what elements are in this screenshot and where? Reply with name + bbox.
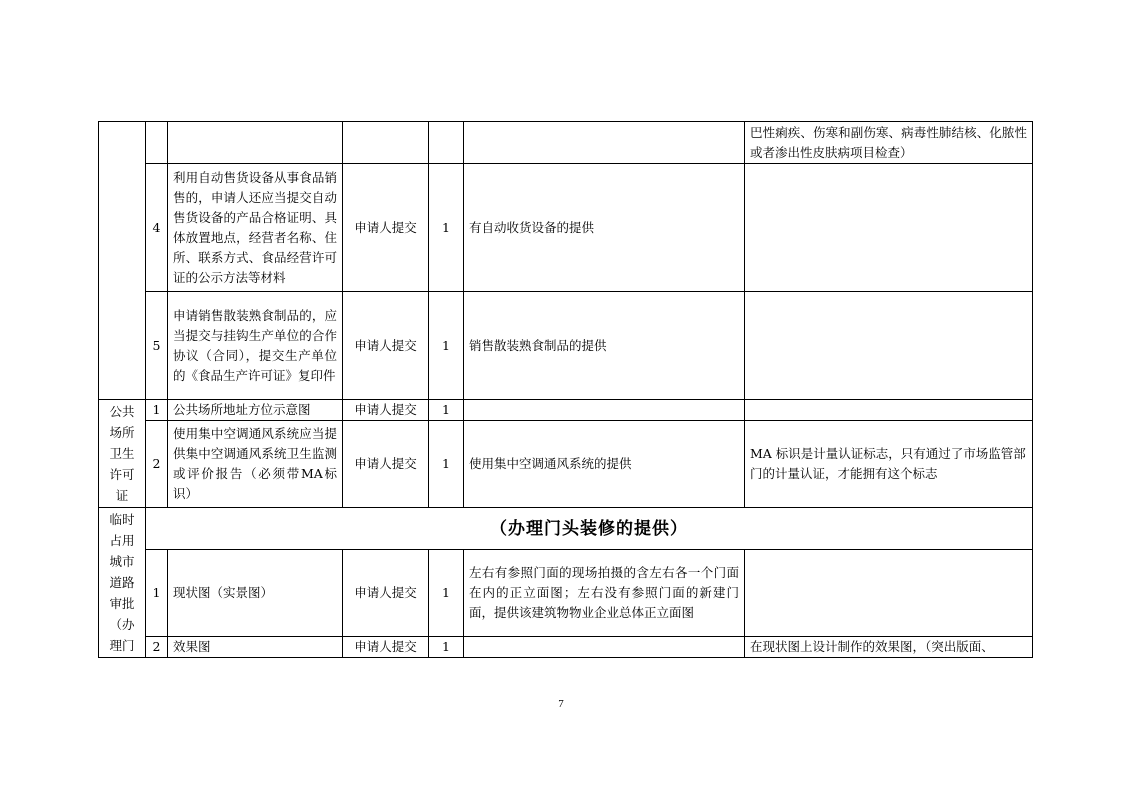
- remark-cell: [745, 164, 1033, 292]
- remark-cell: [745, 550, 1033, 637]
- category-public-place: 公共场所卫生许可证: [99, 400, 146, 508]
- row-number: 2: [146, 637, 168, 658]
- category-cell-empty: [99, 122, 146, 400]
- material-cell: [168, 122, 343, 164]
- remark-cell: 巴性痢疾、伤寒和副伤寒、病毒性肺结核、化脓性或者渗出性皮肤病项目检查）: [745, 122, 1033, 164]
- row-number: 1: [146, 550, 168, 637]
- condition-cell: [464, 637, 745, 658]
- copies-cell: 1: [429, 164, 464, 292]
- page-number: 7: [558, 698, 564, 710]
- source-cell: [343, 122, 429, 164]
- row-number: 1: [146, 400, 168, 421]
- condition-cell: 使用集中空调通风系统的提供: [464, 421, 745, 508]
- row-number: 2: [146, 421, 168, 508]
- table-row: [99, 400, 1033, 421]
- condition-cell: 销售散装熟食制品的提供: [464, 292, 745, 400]
- table-row: [99, 550, 1033, 637]
- source-cell: 申请人提交: [343, 421, 429, 508]
- condition-cell: [464, 400, 745, 421]
- row-number: [146, 122, 168, 164]
- requirements-table: [98, 121, 1033, 658]
- remark-cell: [745, 292, 1033, 400]
- source-cell: 申请人提交: [343, 164, 429, 292]
- copies-cell: [429, 122, 464, 164]
- material-cell: 效果图: [168, 637, 343, 658]
- material-cell: 利用自动售货设备从事食品销售的，申请人还应当提交自动售货设备的产品合格证明、具体放置地点，经营者名称、住所、联系方式、食品经营许可证的公示方法等材料: [168, 164, 343, 292]
- condition-cell: 左右有参照门面的现场拍摄的含左右各一个门面在内的正立面图；左右没有参照门面的新建门面，提供该建筑物物业企业总体正立面图: [464, 550, 745, 637]
- remark-cell: 在现状图上设计制作的效果图，（突出版面、: [745, 637, 1033, 658]
- row-number: 5: [146, 292, 168, 400]
- copies-cell: 1: [429, 400, 464, 421]
- row-number: 4: [146, 164, 168, 292]
- source-cell: 申请人提交: [343, 550, 429, 637]
- table-row: [99, 637, 1033, 658]
- copies-cell: 1: [429, 637, 464, 658]
- material-cell: 现状图（实景图）: [168, 550, 343, 637]
- source-cell: 申请人提交: [343, 637, 429, 658]
- table-row: [99, 421, 1033, 508]
- category-road-approval: 临时占用城市道路审批（办理门: [99, 508, 146, 658]
- material-cell: 公共场所地址方位示意图: [168, 400, 343, 421]
- remark-cell: MA 标识是计量认证标志，只有通过了市场监管部门的计量认证，才能拥有这个标志: [745, 421, 1033, 508]
- table-row: [99, 122, 1033, 164]
- source-cell: 申请人提交: [343, 400, 429, 421]
- condition-cell: [464, 122, 745, 164]
- section-band: （办理门头装修的提供）: [146, 508, 1033, 550]
- material-cell: 使用集中空调通风系统应当提供集中空调通风系统卫生监测或评价报告（必须带MA标识）: [168, 421, 343, 508]
- copies-cell: 1: [429, 292, 464, 400]
- remark-cell: [745, 400, 1033, 421]
- condition-cell: 有自动收货设备的提供: [464, 164, 745, 292]
- source-cell: 申请人提交: [343, 292, 429, 400]
- table-row: [99, 508, 1033, 550]
- copies-cell: 1: [429, 421, 464, 508]
- table-row: [99, 164, 1033, 292]
- table-row: [99, 292, 1033, 400]
- material-cell: 申请销售散装熟食制品的，应当提交与挂钩生产单位的合作协议（合同），提交生产单位的《食品生产许可证》复印件: [168, 292, 343, 400]
- copies-cell: 1: [429, 550, 464, 637]
